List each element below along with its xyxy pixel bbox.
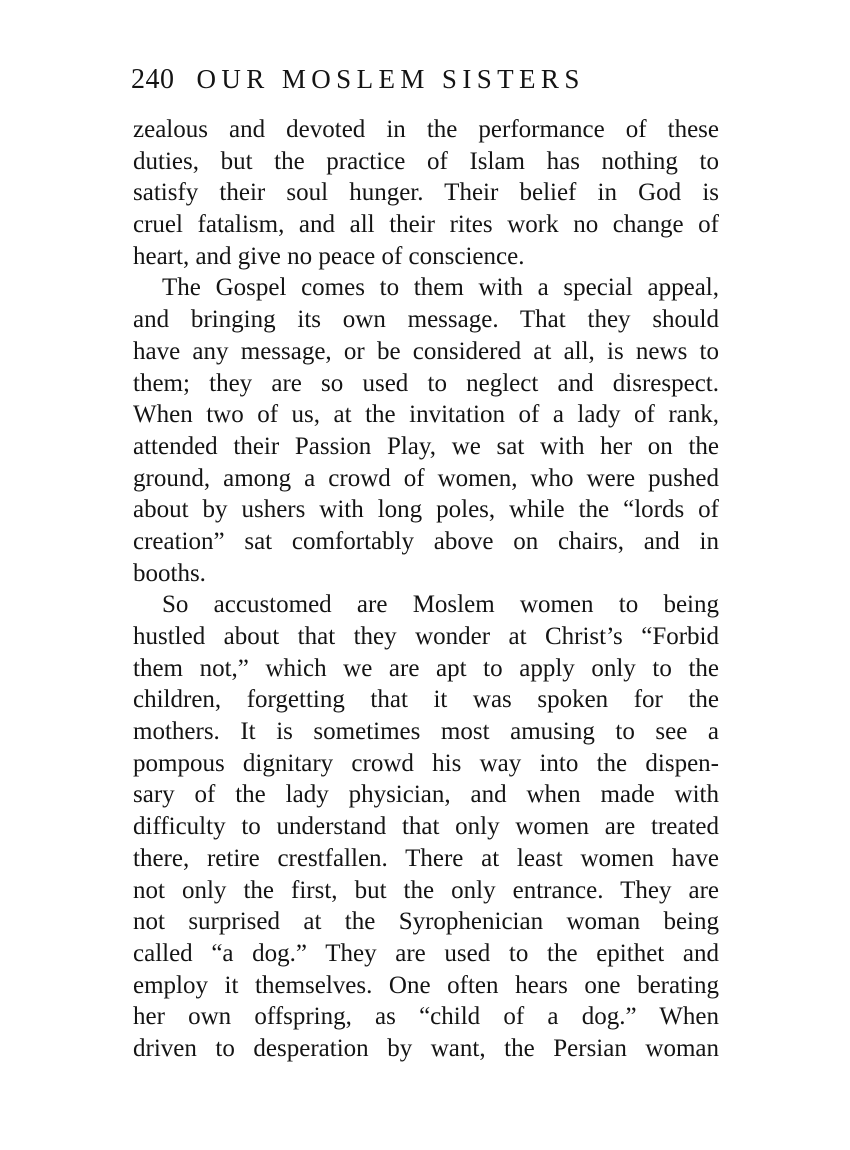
text-line: pompous dignitary crowd his way into the dispen-: [133, 749, 719, 777]
text-line: and bringing its own message. That they should: [133, 306, 719, 334]
text-line: creation” sat comfortably above on chairs, and in: [133, 527, 719, 555]
running-head: [131, 64, 731, 104]
text-line: driven to desperation by want, the Persian woman: [133, 1034, 719, 1062]
text-line: heart, and give no peace of conscience.: [133, 242, 525, 270]
text-line: not only the first, but the only entrance. They are: [133, 876, 719, 904]
text-line: them; they are so used to neglect and disrespect.: [133, 369, 719, 397]
text-line: there, retire crestfallen. There at least women have: [133, 844, 719, 872]
text-line: hustled about that they wonder at Christ’s “Forbid: [133, 623, 719, 650]
text-line: have any message, or be considered at all, is news to: [133, 337, 719, 365]
text-line: booths.: [133, 559, 206, 587]
text-line: about by ushers with long poles, while the “lords of: [133, 496, 719, 524]
text-line: difficulty to understand that only women are treated: [133, 813, 719, 841]
text-line: not surprised at the Syrophenician woman being: [133, 908, 719, 936]
running-title: OUR MOSLEM SISTERS: [196, 64, 585, 94]
text-line: satisfy their soul hunger. Their belief in God is: [133, 179, 719, 207]
page-number: 240: [131, 64, 175, 95]
text-line: called “a dog.” They are used to the epithet and: [133, 939, 719, 967]
text-line: her own offspring, as “child of a dog.” When: [133, 1003, 719, 1031]
text-line: ground, among a crowd of women, who were pushed: [133, 464, 719, 492]
text-line: cruel fatalism, and all their rites work no change of: [133, 211, 719, 239]
text-line: When two of us, at the invitation of a lady of rank,: [133, 401, 719, 429]
text-line: So accustomed are Moslem women to being: [162, 591, 719, 619]
text-line: attended their Passion Play, we sat with her on the: [133, 432, 719, 460]
text-line: them not,” which we are apt to apply only to the: [133, 654, 719, 682]
body-text: [133, 114, 719, 1065]
text-line: employ it themselves. One often hears one berating: [133, 971, 719, 999]
text-line: sary of the lady physician, and when made with: [133, 781, 719, 809]
text-line: zealous and devoted in the performance of these: [133, 116, 719, 143]
text-line: mothers. It is sometimes most amusing to see a: [133, 718, 719, 746]
text-line: duties, but the practice of Islam has nothing to: [133, 147, 719, 175]
text-line: children, forgetting that it was spoken for the: [133, 686, 719, 714]
text-line: The Gospel comes to them with a special appeal,: [162, 274, 719, 302]
